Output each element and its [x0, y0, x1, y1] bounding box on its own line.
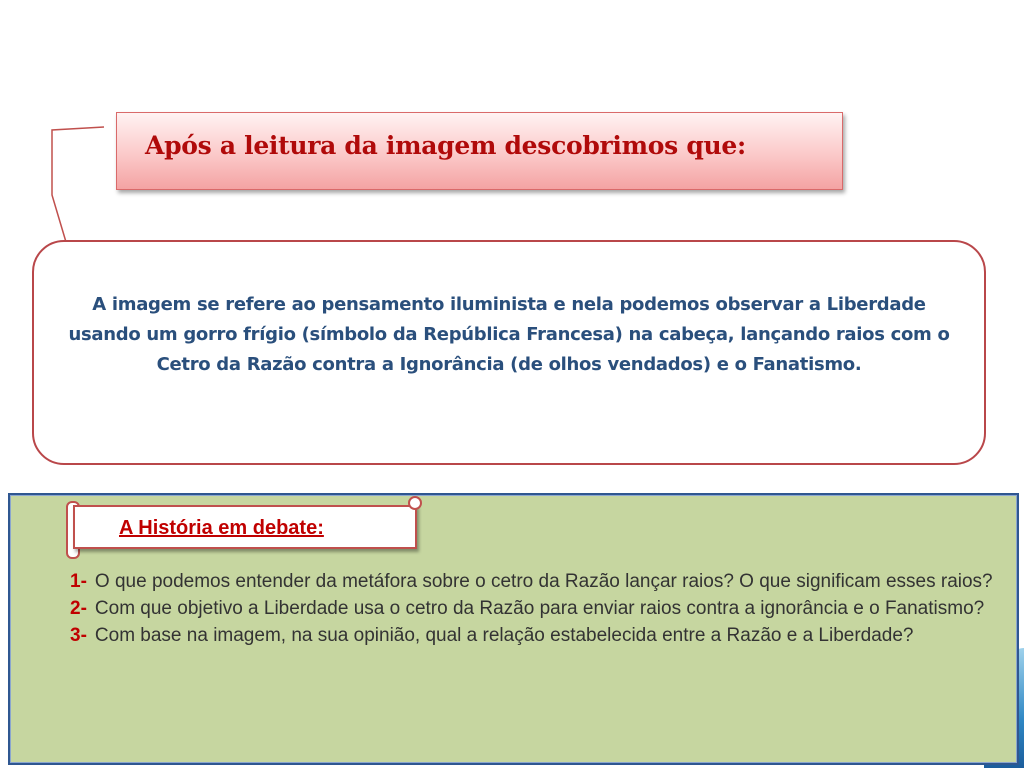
question-text: Com que objetivo a Liberdade usa o cetro da Razão para enviar raios contra a ignorância e o Fanatismo?	[94, 598, 985, 619]
question-item-2	[70, 595, 1010, 622]
debate-scroll-banner	[67, 499, 417, 549]
question-number: 2-	[70, 598, 87, 619]
question-text: Com base na imagem, na sua opinião, qual a relação estabelecida entre a Razão e a Liberdade?	[94, 625, 914, 646]
debate-title: A História em debate:	[119, 517, 324, 539]
title-box	[116, 112, 843, 190]
info-box	[32, 240, 986, 465]
question-item-1	[70, 568, 1010, 595]
question-text: O que podemos entender da metáfora sobre o cetro da Razão lançar raios? O que significam esses raios?	[94, 571, 993, 592]
info-text: A imagem se refere ao pensamento iluminista e nela podemos observar a Liberdade usando um gorro frígio (símbolo da República Francesa) na cabeça, lançando raios com o Cetro da Razão contra a Ignorância (de olhos vendados) e o Fanatismo.	[68, 294, 950, 375]
question-number: 3-	[70, 625, 87, 646]
question-list	[70, 568, 1010, 649]
scroll-curl-top	[408, 496, 422, 510]
scroll-body	[73, 505, 417, 549]
question-item-3	[70, 622, 1010, 649]
question-number: 1-	[70, 571, 87, 592]
page-title: Após a leitura da imagem descobrimos que:	[145, 131, 746, 160]
debate-panel	[8, 493, 1019, 765]
